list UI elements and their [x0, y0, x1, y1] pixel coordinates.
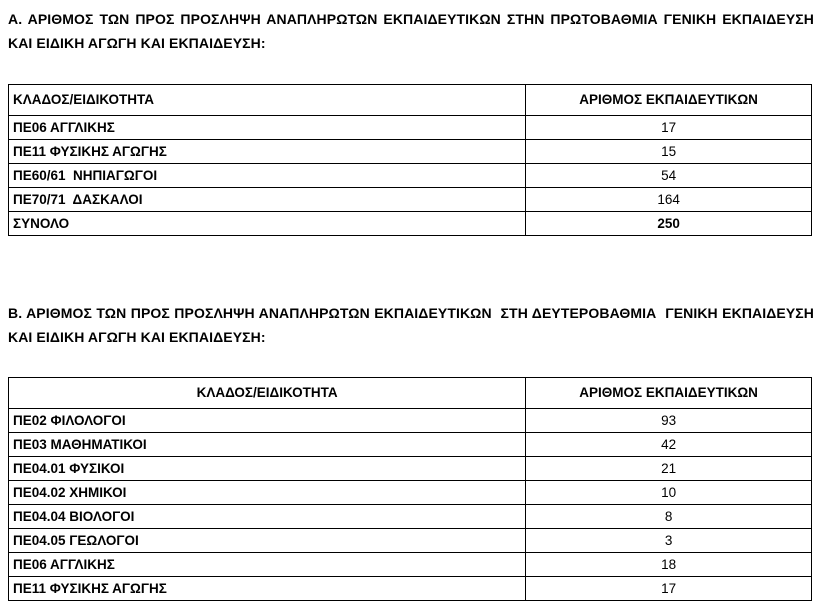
specialty-cell: ΠΕ11 ΦΥΣΙΚΗΣ ΑΓΩΓΗΣ: [9, 140, 526, 164]
count-cell: 17: [526, 116, 812, 140]
total-label: ΣΥΝΟΛΟ: [9, 212, 526, 236]
table-row: [9, 577, 812, 601]
section-a-heading: Α. ΑΡΙΘΜΟΣ ΤΩΝ ΠΡΟΣ ΠΡΟΣΛΗΨΗ ΑΝΑΠΛΗΡΩΤΩΝ ΕΚΠΑΙΔΕΥΤΙΚΩΝ ΣΤΗΝ ΠΡΩΤΟΒΑΘΜΙΑ ΓΕΝΙΚΗ ΕΚΠΑΙΔΕΥΣΗ ΚΑΙ ΕΙΔΙΚΗ ΑΓΩΓΗ ΚΑΙ ΕΚΠΑΙΔΕΥΣΗ:: [8, 11, 814, 51]
table-row: [9, 457, 812, 481]
table-row: [9, 116, 812, 140]
total-row: [9, 212, 812, 236]
count-cell: 164: [526, 188, 812, 212]
specialty-cell: ΠΕ06 ΑΓΓΛΙΚΗΣ: [9, 553, 526, 577]
table-row: [9, 140, 812, 164]
count-cell: 8: [526, 505, 812, 529]
count-cell: 54: [526, 164, 812, 188]
table-row: [9, 529, 812, 553]
specialty-cell: ΠΕ70/71 ΔΑΣΚΑΛΟΙ: [9, 188, 526, 212]
table-header-row: [9, 378, 812, 409]
table-row: [9, 433, 812, 457]
specialty-cell: ΠΕ03 ΜΑΘΗΜΑΤΙΚΟΙ: [9, 433, 526, 457]
specialty-cell: ΠΕ04.01 ΦΥΣΙΚΟΙ: [9, 457, 526, 481]
column-header-count: ΑΡΙΘΜΟΣ ΕΚΠΑΙΔΕΥΤΙΚΩΝ: [526, 85, 812, 116]
count-cell: 93: [526, 409, 812, 433]
table-header-row: [9, 85, 812, 116]
section-b-heading: Β. ΑΡΙΘΜΟΣ ΤΩΝ ΠΡΟΣ ΠΡΟΣΛΗΨΗ ΑΝΑΠΛΗΡΩΤΩΝ ΕΚΠΑΙΔΕΥΤΙΚΩΝ ΣΤΗ ΔΕΥΤΕΡΟΒΑΘΜΙΑ ΓΕΝΙΚΗ ΕΚΠΑΙΔΕΥΣΗ ΚΑΙ ΕΙΔΙΚΗ ΑΓΩΓΗ ΚΑΙ ΕΚΠΑΙΔΕΥΣΗ:: [8, 305, 818, 345]
table-row: [9, 553, 812, 577]
count-cell: 17: [526, 577, 812, 601]
column-header-specialty: ΚΛΑΔΟΣ/ΕΙΔΙΚΟΤΗΤΑ: [9, 85, 526, 116]
specialty-cell: ΠΕ04.04 ΒΙΟΛΟΓΟΙ: [9, 505, 526, 529]
count-cell: 10: [526, 481, 812, 505]
specialty-cell: ΠΕ06 ΑΓΓΛΙΚΗΣ: [9, 116, 526, 140]
column-header-count: ΑΡΙΘΜΟΣ ΕΚΠΑΙΔΕΥΤΙΚΩΝ: [526, 378, 812, 409]
count-cell: 21: [526, 457, 812, 481]
specialty-cell: ΠΕ11 ΦΥΣΙΚΗΣ ΑΓΩΓΗΣ: [9, 577, 526, 601]
count-cell: 42: [526, 433, 812, 457]
count-cell: 15: [526, 140, 812, 164]
table-row: [9, 481, 812, 505]
primary-education-table: [8, 84, 812, 236]
specialty-cell: ΠΕ60/61 ΝΗΠΙΑΓΩΓΟΙ: [9, 164, 526, 188]
specialty-cell: ΠΕ04.05 ΓΕΩΛΟΓΟΙ: [9, 529, 526, 553]
table-row: [9, 188, 812, 212]
column-header-specialty: ΚΛΑΔΟΣ/ΕΙΔΙΚΟΤΗΤΑ: [9, 378, 526, 409]
secondary-education-table: [8, 377, 812, 601]
count-cell: 3: [526, 529, 812, 553]
specialty-cell: ΠΕ02 ΦΙΛΟΛΟΓΟΙ: [9, 409, 526, 433]
table-row: [9, 164, 812, 188]
total-count: 250: [526, 212, 812, 236]
table-row: [9, 409, 812, 433]
count-cell: 18: [526, 553, 812, 577]
specialty-cell: ΠΕ04.02 ΧΗΜΙΚΟΙ: [9, 481, 526, 505]
table-row: [9, 505, 812, 529]
